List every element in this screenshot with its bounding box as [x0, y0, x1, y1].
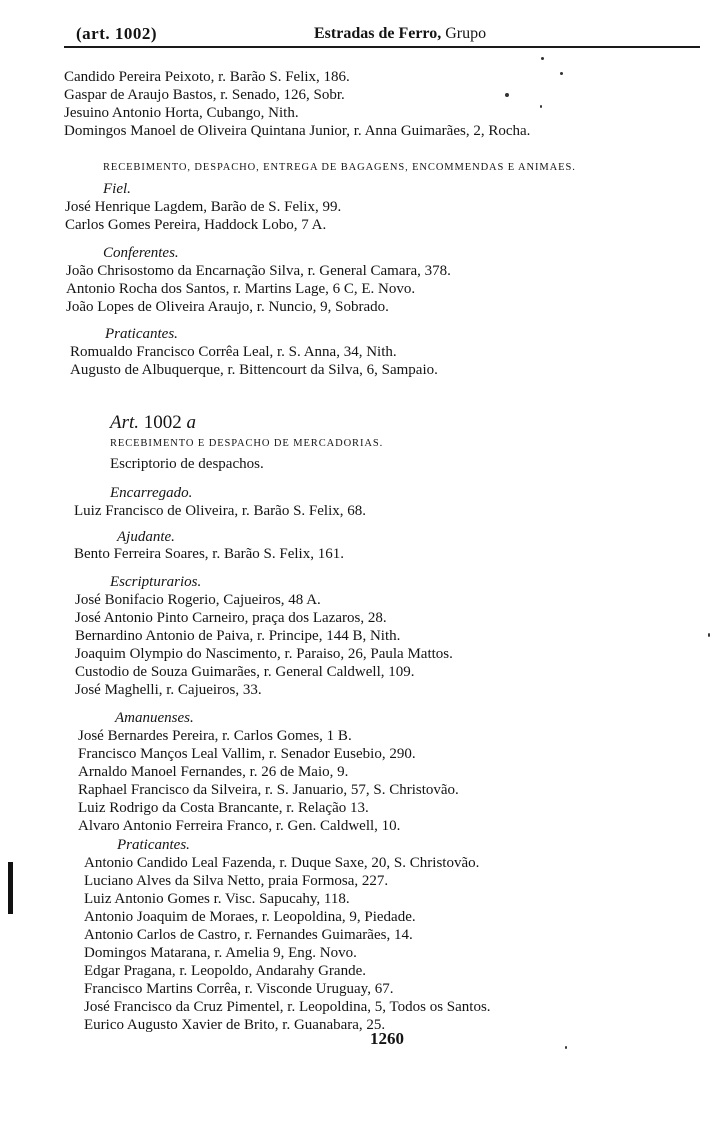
group-title: Praticantes.: [117, 837, 190, 853]
group-title: Amanuenses.: [115, 710, 194, 726]
list-item: José Francisco da Cruz Pimentel, r. Leopoldina, 5, Todos os Santos.: [84, 999, 491, 1015]
list-item: Luiz Rodrigo da Costa Brancante, r. Relação 13.: [78, 800, 369, 816]
list-item: José Henrique Lagdem, Barão de S. Felix, 99.: [65, 199, 342, 215]
header-article-ref: (art. 1002): [76, 24, 158, 43]
group-title: Fiel.: [103, 181, 131, 197]
list-item: José Maghelli, r. Cajueiros, 33.: [75, 682, 262, 698]
group-title: Escripturarios.: [110, 574, 202, 590]
scan-speck: [560, 72, 563, 75]
list-item: Luiz Francisco de Oliveira, r. Barão S. Felix, 68.: [74, 503, 367, 519]
header-group: Grupo: [445, 25, 487, 42]
article-title: [110, 412, 196, 434]
list-item: Francisco Manços Leal Vallim, r. Senador Eusebio, 290.: [78, 746, 416, 762]
list-item: João Chrisostomo da Encarnação Silva, r. General Camara, 378.: [66, 263, 451, 279]
scan-speck: [505, 93, 509, 97]
group-title: Conferentes.: [103, 245, 179, 261]
scan-margin-mark: [8, 862, 13, 914]
list-item: José Bernardes Pereira, r. Carlos Gomes, 1 B.: [78, 728, 352, 744]
scan-speck: [565, 1046, 567, 1049]
list-item: Romualdo Francisco Corrêa Leal, r. S. Anna, 34, Nith.: [70, 344, 397, 360]
scan-speck: [541, 57, 544, 60]
list-item: Luiz Antonio Gomes r. Visc. Sapucahy, 118.: [84, 891, 350, 907]
list-item: Antonio Candido Leal Fazenda, r. Duque Saxe, 20, S. Christovão.: [84, 855, 480, 871]
list-item: Candido Pereira Peixoto, r. Barão S. Felix, 186.: [64, 69, 350, 85]
list-item: Domingos Manoel de Oliveira Quintana Junior, r. Anna Guimarães, 2, Rocha.: [64, 123, 531, 139]
article-word: Art.: [110, 412, 140, 433]
list-item: Augusto de Albuquerque, r. Bittencourt da Silva, 6, Sampaio.: [70, 362, 438, 378]
list-item: Antonio Carlos de Castro, r. Fernandes Guimarães, 14.: [84, 927, 413, 943]
list-item: Luciano Alves da Silva Netto, praia Formosa, 227.: [84, 873, 389, 889]
page-number: 1260: [370, 1029, 404, 1048]
list-item: Arnaldo Manoel Fernandes, r. 26 de Maio, 9.: [78, 764, 349, 780]
list-item: Bernardino Antonio de Paiva, r. Principe, 144 B, Nith.: [75, 628, 401, 644]
list-item: Gaspar de Araujo Bastos, r. Senado, 126, Sobr.: [64, 87, 345, 103]
header-rule: [64, 46, 700, 48]
article-suffix: a: [186, 412, 197, 433]
list-item: Eurico Augusto Xavier de Brito, r. Guanabara, 25.: [84, 1017, 386, 1033]
section-heading: RECEBIMENTO E DESPACHO DE MERCADORIAS.: [110, 438, 384, 449]
list-item: Francisco Martins Corrêa, r. Visconde Uruguay, 67.: [84, 981, 394, 997]
list-item: Antonio Joaquim de Moraes, r. Leopoldina, 9, Piedade.: [84, 909, 416, 925]
list-item: Jesuino Antonio Horta, Cubango, Nith.: [64, 105, 299, 121]
list-item: José Bonifacio Rogerio, Cajueiros, 48 A.: [75, 592, 321, 608]
list-item: Edgar Pragana, r. Leopoldo, Andarahy Grande.: [84, 963, 366, 979]
scan-speck: [708, 633, 710, 637]
list-item: João Lopes de Oliveira Araujo, r. Nuncio, 9, Sobrado.: [66, 299, 389, 315]
list-item: Domingos Matarana, r. Amelia 9, Eng. Novo.: [84, 945, 357, 961]
article-number: 1002: [143, 412, 182, 433]
section-heading: RECEBIMENTO, DESPACHO, ENTREGA DE BAGAGENS, ENCOMMENDAS E ANIMAES.: [103, 162, 576, 173]
section-subheading: Escriptorio de despachos.: [110, 456, 264, 472]
list-item: Raphael Francisco da Silveira, r. S. Januario, 57, S. Christovão.: [78, 782, 459, 798]
list-item: Joaquim Olympio do Nascimento, r. Paraiso, 26, Paula Mattos.: [75, 646, 453, 662]
list-item: José Antonio Pinto Carneiro, praça dos Lazaros, 28.: [75, 610, 387, 626]
header-title: [314, 25, 486, 43]
list-item: Bento Ferreira Soares, r. Barão S. Felix, 161.: [74, 546, 344, 562]
list-item: Antonio Rocha dos Santos, r. Martins Lage, 6 C, E. Novo.: [66, 281, 416, 297]
running-header: [64, 24, 700, 46]
list-item: Custodio de Souza Guimarães, r. General Caldwell, 109.: [75, 664, 415, 680]
list-item: Alvaro Antonio Ferreira Franco, r. Gen. Caldwell, 10.: [78, 818, 401, 834]
scan-speck: [540, 105, 542, 108]
header-title-text: Estradas de Ferro,: [314, 25, 442, 42]
group-title: Praticantes.: [105, 326, 178, 342]
group-title: Ajudante.: [117, 529, 175, 545]
list-item: Carlos Gomes Pereira, Haddock Lobo, 7 A.: [65, 217, 327, 233]
group-title: Encarregado.: [110, 485, 193, 501]
